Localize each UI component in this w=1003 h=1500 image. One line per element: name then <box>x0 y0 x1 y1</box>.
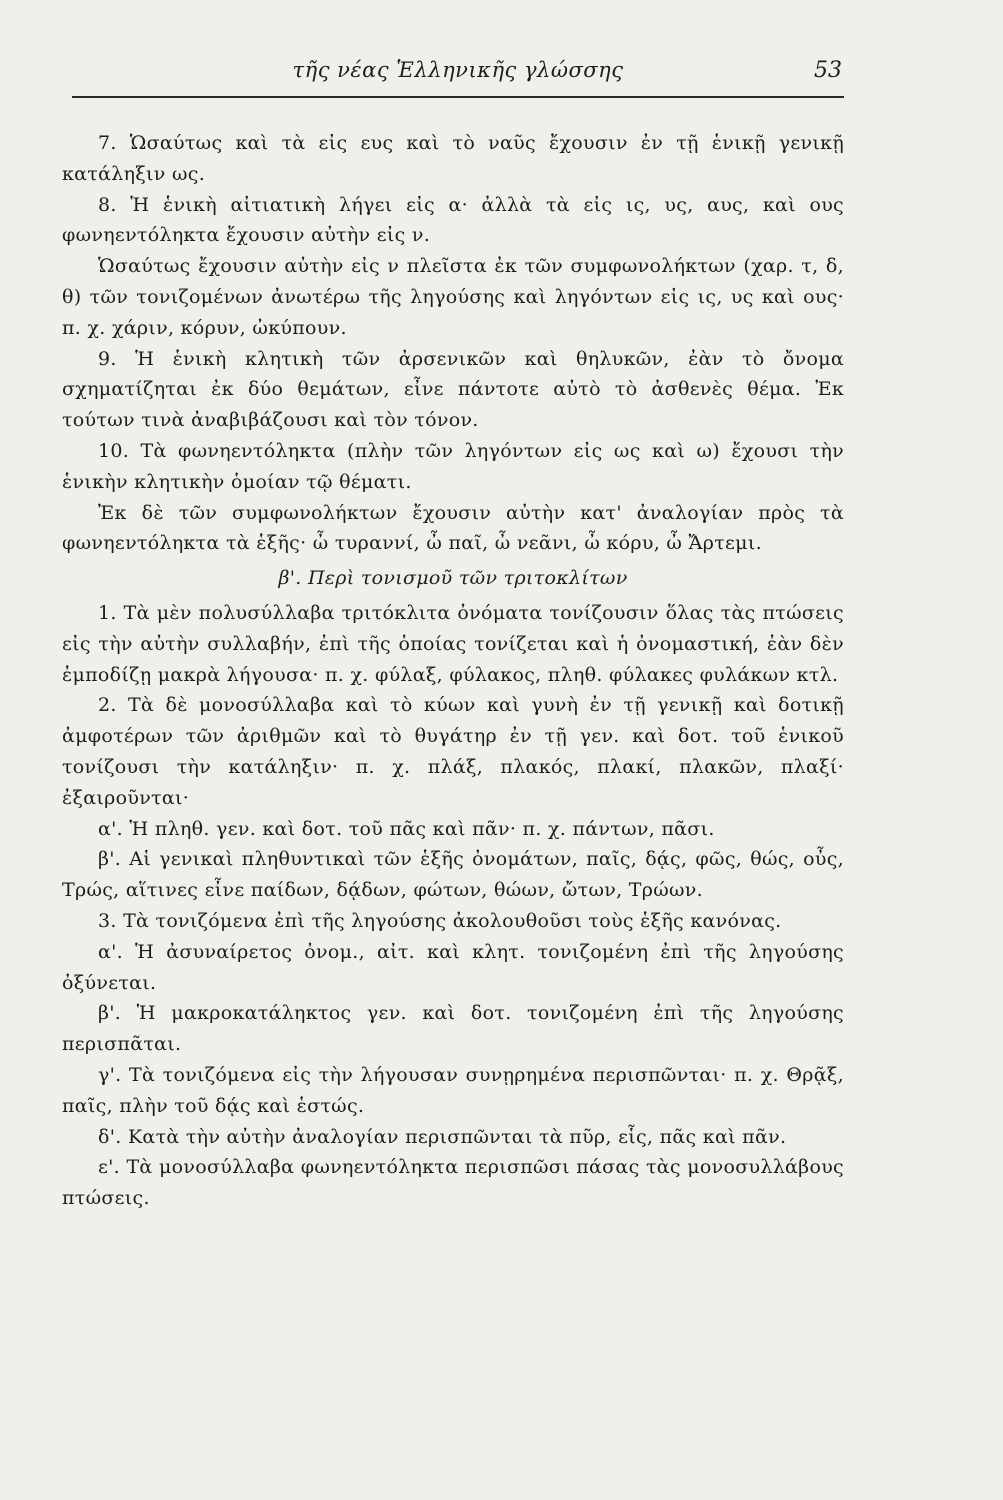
rule-3: 3. Τὰ τονιζόμενα ἐπὶ τῆς ληγούσης ἀκολουθοῦσι τοὺς ἑξῆς κανόνας. <box>98 909 782 932</box>
paragraph-9: 9. Ἡ ἑνικὴ κλητικὴ τῶν ἀρσενικῶν καὶ θηλυκῶν, ἐὰν τὸ ὄνομα σχηματίζηται ἐκ δύο θεμάτων, εἶνε πάντοτε αὐτὸ τὸ ἀσθενὲς θέμα. Ἐκ τούτων τινὰ ἀναβιβάζουσι καὶ τὸν τόνον. <box>62 347 844 432</box>
rule-3-epsilon: ε'. Τὰ μονοσύλλαβα φωνηεντόληκτα περισπῶσι πάσας τὰς μονοσυλλάβους πτώσεις. <box>62 1156 844 1210</box>
rule-3-alpha: α'. Ἡ ἀσυναίρετος ὀνομ., αἰτ. καὶ κλητ. τονιζομένη ἐπὶ τῆς ληγούσης ὀξύνεται. <box>62 940 844 994</box>
rule-3-gamma: γ'. Τὰ τονιζόμενα εἰς τὴν λήγουσαν συνῃρημένα περισπῶνται· π. χ. Θρᾷξ, παῖς, πλὴν τοῦ δᾴς καὶ ἑστώς. <box>62 1063 844 1117</box>
page-number: 53 <box>814 58 842 83</box>
rule-3-beta: β'. Ἡ μακροκατάληκτος γεν. καὶ δοτ. τονιζομένη ἐπὶ τῆς ληγούσης περισπᾶται. <box>62 1002 844 1056</box>
running-header <box>72 58 844 98</box>
rule-1: 1. Τὰ μὲν πολυσύλλαβα τριτόκλιτα ὀνόματα τονίζουσιν ὅλας τὰς πτώσεις εἰς τὴν αὐτὴν συλλαβήν, ἐπὶ τῆς ὁποίας τονίζεται καὶ ἡ ὀνομαστική, ἐὰν δὲν ἐμποδίζῃ μακρὰ λήγουσα· π. χ. φύλαξ, φύλακος, πληθ. φύλακες φυλάκων κτλ. <box>62 601 844 686</box>
section-heading: β'. Περὶ τονισμοῦ τῶν τριτοκλίτων <box>278 567 628 590</box>
running-title: τῆς νέας Ἑλληνικῆς γλώσσης <box>292 58 624 82</box>
paragraph-8-continued: Ὡσαύτως ἔχουσιν αὐτὴν εἰς ν πλεῖστα ἐκ τῶν συμφωνολήκτων (χαρ. τ, δ, θ) τῶν τονιζομένων ἀνωτέρω τῆς ληγούσης καὶ ληγόντων εἰς ις, υς καὶ ους· π. χ. χάριν, κόρυν, ὠκύπουν. <box>62 255 844 339</box>
paragraph-8: 8. Ἡ ἑνικὴ αἰτιατικὴ λήγει εἰς α· ἀλλὰ τὰ εἰς ις, υς, αυς, καὶ ους φωνηεντόληκτα ἔχουσιν αὐτὴν εἰς ν. <box>62 193 844 247</box>
rule-2-beta: β'. Αἱ γενικαὶ πληθυντικαὶ τῶν ἑξῆς ὀνομάτων, παῖς, δᾴς, φῶς, θώς, οὖς, Τρώς, αἵτινες εἶνε παίδων, δᾴδων, φώτων, θώων, ὤτων, Τρώων. <box>62 848 844 902</box>
rule-2-alpha: α'. Ἡ πληθ. γεν. καὶ δοτ. τοῦ πᾶς καὶ πᾶν· π. χ. πάντων, πᾶσι. <box>98 817 715 840</box>
paragraph-7: 7. Ὡσαύτως καὶ τὰ εἰς ευς καὶ τὸ ναῦς ἔχουσιν ἐν τῇ ἑνικῇ γενικῇ κατάληξιν ως. <box>62 132 844 185</box>
paragraph-10-continued: Ἐκ δὲ τῶν συμφωνολήκτων ἔχουσιν αὐτὴν κατ' ἀναλογίαν πρὸς τὰ φωνηεντόληκτα τὰ ἑξῆς· ὦ τυραννί, ὦ παῖ, ὦ νεᾶνι, ὦ κόρυ, ὦ Ἄρτεμι. <box>62 501 844 555</box>
rule-3-delta: δ'. Κατὰ τὴν αὐτὴν ἀναλογίαν περισπῶνται τὰ πῦρ, εἷς, πᾶς καὶ πᾶν. <box>98 1125 787 1148</box>
rule-2: 2. Τὰ δὲ μονοσύλλαβα καὶ τὸ κύων καὶ γυνὴ ἐν τῇ γενικῇ καὶ δοτικῇ ἀμφοτέρων τῶν ἀριθμῶν καὶ τὸ θυγάτηρ ἐν τῇ γεν. καὶ δοτ. τοῦ ἑνικοῦ τονίζουσι τὴν κατάληξιν· π. χ. πλάξ, πλακός, πλακί, πλακῶν, πλαξί· ἐξαιροῦνται· <box>62 694 844 809</box>
page-body <box>62 128 844 1214</box>
paragraph-10: 10. Τὰ φωνηεντόληκτα (πλὴν τῶν ληγόντων εἰς ως καὶ ω) ἔχουσι τὴν ἑνικὴν κλητικὴν ὁμοίαν τῷ θέματι. <box>62 439 844 493</box>
